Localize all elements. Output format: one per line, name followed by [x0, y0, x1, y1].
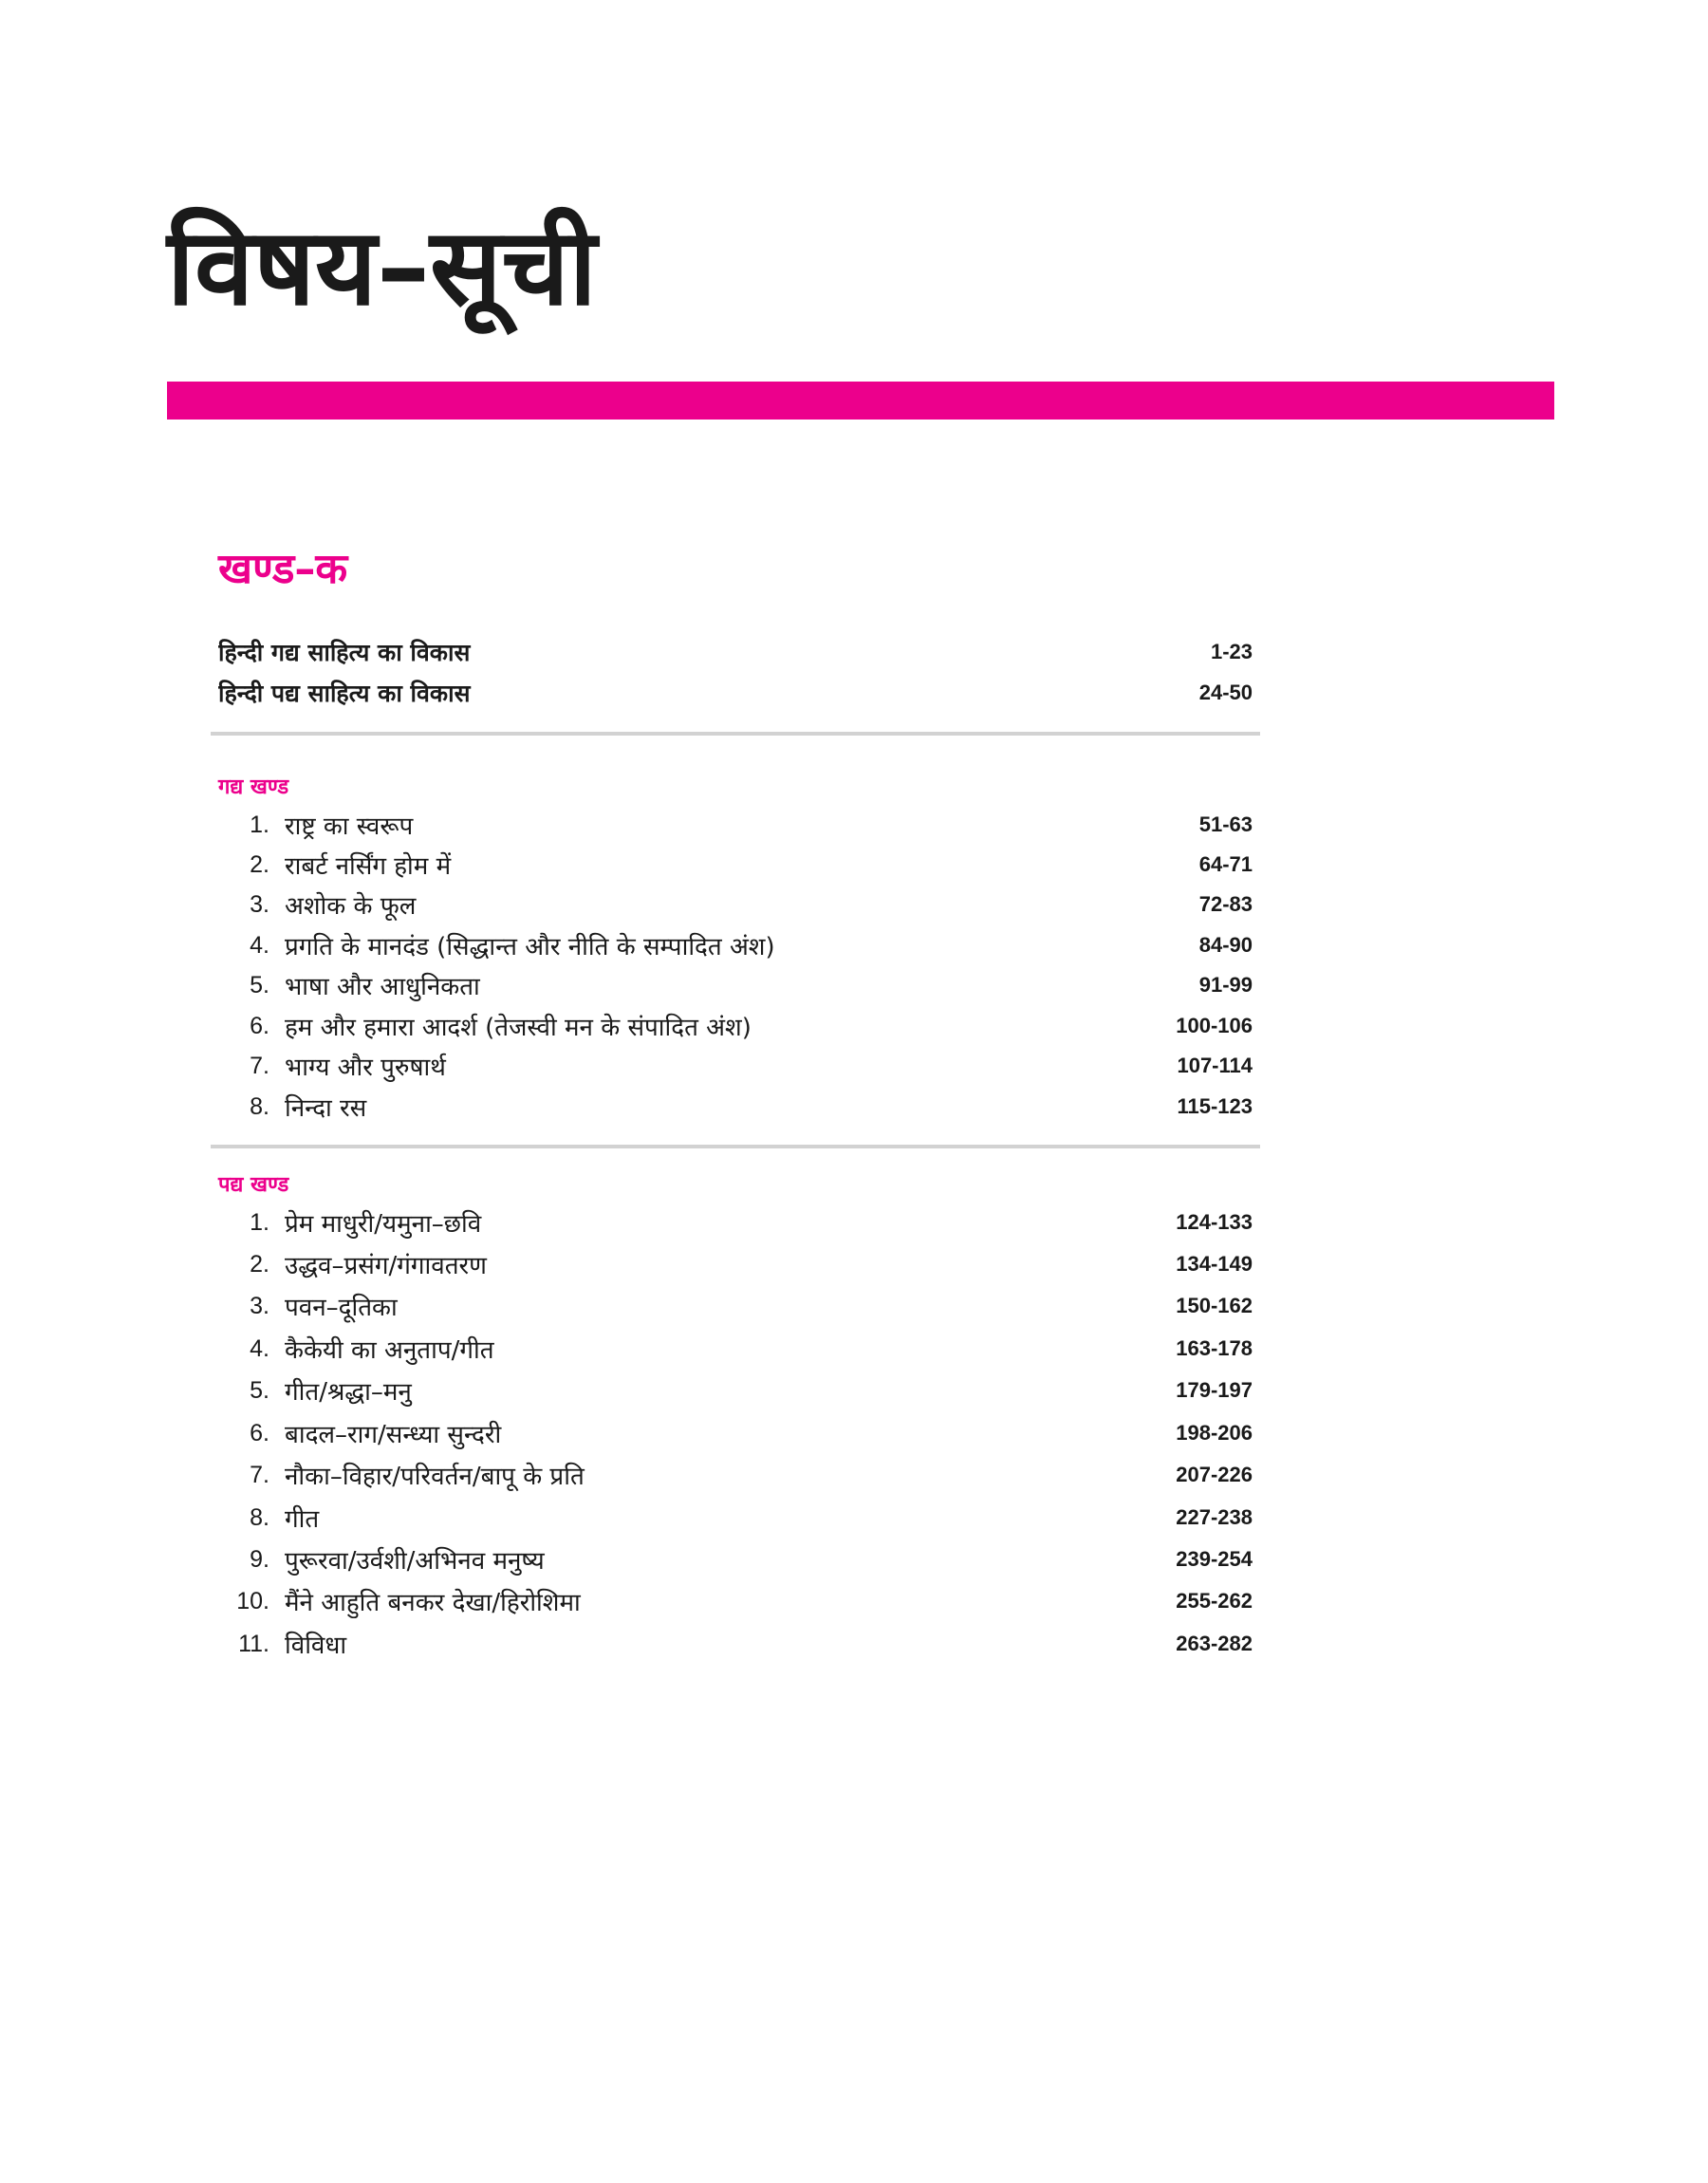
title-accent-bar: [167, 382, 1554, 420]
toc-row-gadya-6[interactable]: [218, 1007, 1253, 1045]
toc-row-pages: 255-262: [1176, 1589, 1253, 1613]
toc-row-pages: 179-197: [1176, 1378, 1253, 1402]
toc-row-padya-8[interactable]: [218, 1499, 1253, 1537]
toc-row-title: मैंने आहुति बनकर देखा/हिरोशिमा: [285, 1589, 581, 1617]
toc-row-pages: 1-23: [1210, 640, 1253, 663]
toc-row-pages: 263-282: [1176, 1632, 1253, 1655]
toc-row-pages: 84-90: [1198, 933, 1253, 957]
toc-row-number: 5.: [250, 1376, 269, 1404]
toc-row-number: 7.: [250, 1461, 269, 1488]
toc-row-number: 5.: [250, 971, 269, 998]
toc-row-title: भाषा और आधुनिकता: [285, 973, 480, 1001]
toc-row-pages: 115-123: [1177, 1094, 1253, 1118]
toc-row-title: हिन्दी पद्य साहित्य का विकास: [218, 680, 471, 707]
toc-row-title: अशोक के फूल: [285, 892, 417, 921]
toc-row-gadya-5[interactable]: [218, 966, 1253, 1004]
toc-row-title: हम और हमारा आदर्श (तेजस्वी मन के संपादित अंश): [285, 1014, 752, 1042]
toc-row-pages: 163-178: [1176, 1336, 1253, 1360]
toc-row-number: 9.: [250, 1545, 269, 1573]
padya-khand-heading: पद्य खण्ड: [218, 1173, 289, 1197]
toc-row-gadya-7[interactable]: [218, 1047, 1253, 1085]
toc-row-gadya-3[interactable]: [218, 886, 1253, 924]
toc-row-pages: 150-162: [1176, 1294, 1253, 1317]
toc-row-number: 3.: [250, 1292, 269, 1319]
toc-row-padya-4[interactable]: [218, 1330, 1253, 1368]
toc-row-number: 10.: [236, 1587, 269, 1614]
toc-row-padya-2[interactable]: [218, 1245, 1253, 1283]
toc-row-pages: 227-238: [1176, 1505, 1253, 1529]
toc-row-padya-9[interactable]: [218, 1540, 1253, 1578]
toc-row-intro-2[interactable]: [218, 674, 1253, 712]
toc-row-title: नौका–विहार/परिवर्तन/बापू के प्रति: [285, 1463, 585, 1491]
toc-row-padya-6[interactable]: [218, 1414, 1253, 1452]
toc-row-gadya-1[interactable]: [218, 806, 1253, 844]
toc-row-pages: 134-149: [1176, 1252, 1253, 1276]
gadya-khand-heading: गद्य खण्ड: [218, 775, 289, 799]
toc-row-padya-11[interactable]: [218, 1625, 1253, 1663]
toc-row-title: राबर्ट नर्सिंग होम में: [285, 852, 452, 881]
toc-row-number: 4.: [250, 931, 269, 959]
toc-row-title: उद्धव–प्रसंग/गंगावतरण: [285, 1252, 487, 1280]
toc-row-gadya-2[interactable]: [218, 846, 1253, 884]
toc-row-title: पुरूरवा/उर्वशी/अभिनव मनुष्य: [285, 1547, 545, 1576]
toc-row-number: 6.: [250, 1012, 269, 1039]
toc-row-number: 1.: [250, 1208, 269, 1236]
toc-row-padya-7[interactable]: [218, 1456, 1253, 1494]
toc-row-pages: 239-254: [1176, 1547, 1253, 1571]
page-title: विषय–सूची: [167, 206, 597, 329]
toc-row-title: राष्ट्र का स्वरूप: [285, 812, 414, 841]
toc-row-padya-10[interactable]: [218, 1582, 1253, 1620]
toc-row-number: 3.: [250, 890, 269, 918]
toc-row-title: प्रगति के मानदंड (सिद्धान्त और नीति के सम्पादित अंश): [285, 933, 775, 961]
toc-row-title: पवन–दूतिका: [285, 1294, 398, 1322]
toc-row-pages: 207-226: [1176, 1463, 1253, 1486]
section-heading: खण्ड–क: [218, 545, 348, 593]
toc-row-number: 2.: [250, 850, 269, 878]
toc-row-padya-5[interactable]: [218, 1371, 1253, 1409]
toc-row-pages: 72-83: [1198, 892, 1253, 916]
toc-row-pages: 124-133: [1176, 1210, 1253, 1234]
toc-row-title: गीत/श्रद्धा–मनु: [285, 1378, 412, 1407]
toc-row-padya-3[interactable]: [218, 1287, 1253, 1325]
toc-row-gadya-8[interactable]: [218, 1088, 1253, 1126]
toc-row-pages: 51-63: [1198, 812, 1253, 836]
toc-row-title: बादल–राग/सन्ध्या सुन्दरी: [285, 1421, 502, 1449]
toc-row-pages: 107-114: [1177, 1054, 1253, 1077]
divider: [211, 732, 1260, 736]
toc-row-number: 6.: [250, 1419, 269, 1446]
toc-row-number: 11.: [238, 1630, 269, 1657]
toc-row-title: प्रेम माधुरी/यमुना–छवि: [285, 1210, 482, 1239]
toc-row-number: 4.: [250, 1334, 269, 1362]
toc-row-title: कैकेयी का अनुताप/गीत: [285, 1336, 494, 1365]
toc-row-title: गीत: [285, 1505, 320, 1534]
toc-row-title: निन्दा रस: [285, 1094, 367, 1123]
toc-row-number: 7.: [250, 1052, 269, 1079]
toc-row-title: भाग्य और पुरुषार्थ: [285, 1054, 446, 1082]
toc-row-title: विविधा: [285, 1632, 347, 1660]
toc-row-intro-1[interactable]: [218, 633, 1253, 671]
toc-row-pages: 64-71: [1198, 852, 1253, 876]
divider: [211, 1145, 1260, 1148]
toc-row-pages: 91-99: [1198, 973, 1253, 997]
toc-row-pages: 100-106: [1176, 1014, 1253, 1037]
toc-row-number: 8.: [250, 1503, 269, 1531]
toc-row-gadya-4[interactable]: [218, 926, 1253, 964]
toc-row-number: 8.: [250, 1092, 269, 1120]
toc-row-pages: 198-206: [1176, 1421, 1253, 1445]
toc-row-number: 1.: [250, 811, 269, 838]
toc-row-number: 2.: [250, 1250, 269, 1278]
toc-row-padya-1[interactable]: [218, 1203, 1253, 1241]
toc-row-pages: 24-50: [1198, 681, 1253, 704]
toc-row-title: हिन्दी गद्य साहित्य का विकास: [218, 639, 471, 666]
